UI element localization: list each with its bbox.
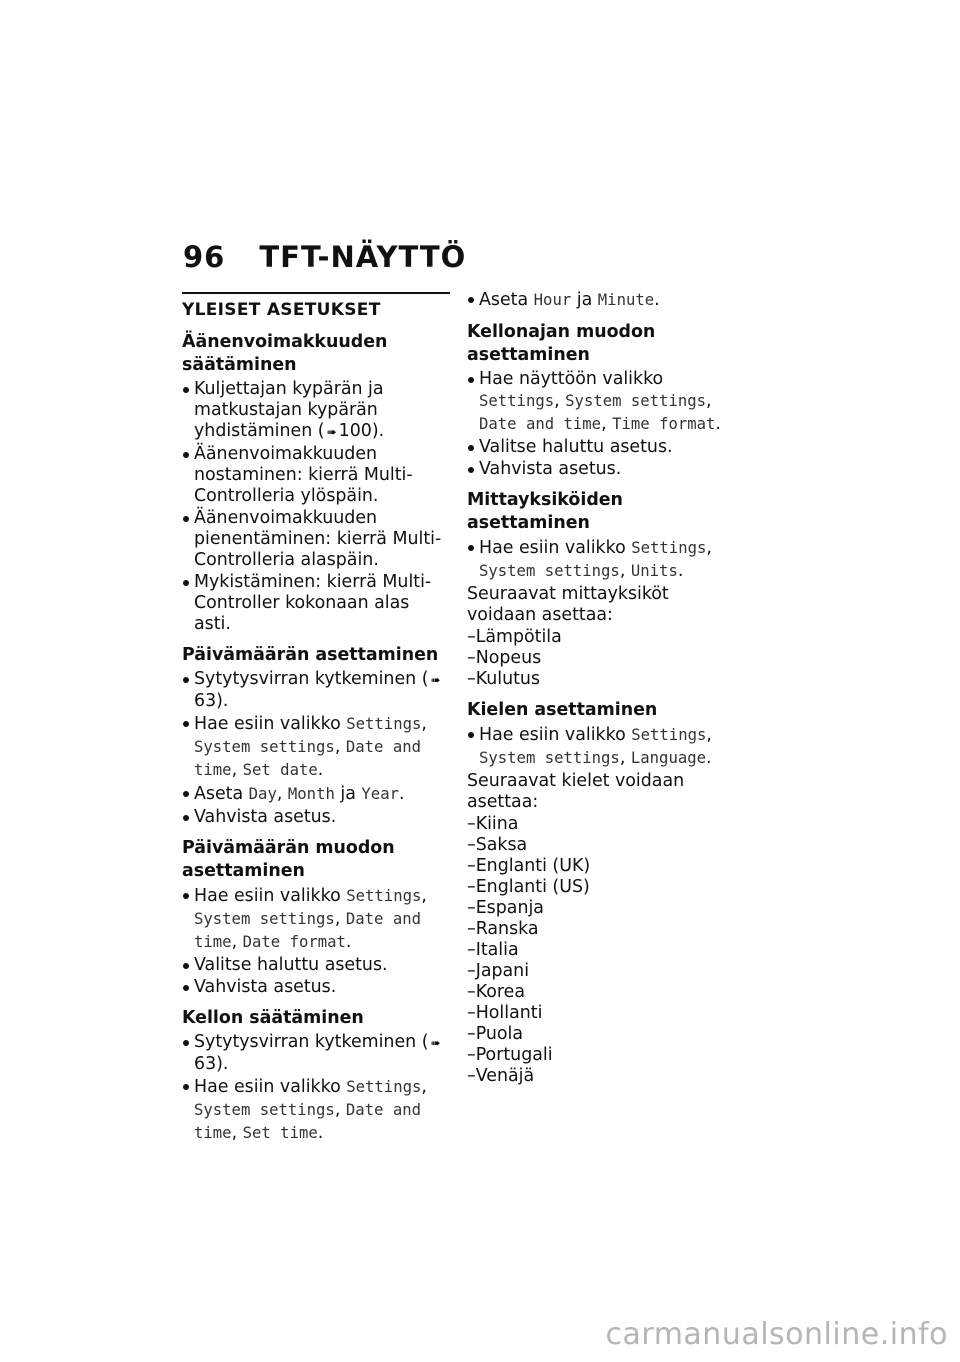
volume-step-3: Äänenvoimakkuuden pienentäminen: kierrä Multi-Controlleria alaspäin. bbox=[182, 508, 450, 571]
clock-step-2: Hae esiin valikko Settings, System settings, Date and time, Set time. bbox=[182, 1076, 450, 1145]
watermark: carmanualsonline.info bbox=[605, 1317, 948, 1352]
units-item: –Nopeus bbox=[467, 648, 542, 668]
clock-step-1: Sytytysvirran kytkeminen ( ➠63). bbox=[182, 1032, 450, 1075]
language-intro: Seuraavat kielet voidaan asettaa: bbox=[467, 771, 685, 812]
volume-step-4: Mykistäminen: kierrä Multi-Controller kokonaan alas asti. bbox=[182, 572, 450, 635]
language-item: –Korea bbox=[467, 982, 525, 1002]
page-number: 96 bbox=[183, 240, 226, 274]
language-item: –Portugali bbox=[467, 1045, 553, 1065]
units-step-1: Hae esiin valikko Settings, System settings, Units. bbox=[467, 537, 729, 583]
language-item: –Japani bbox=[467, 961, 530, 981]
date-step-1: Sytytysvirran kytkeminen ( ➠63). bbox=[182, 669, 450, 712]
section-title: YLEISET ASETUKSET bbox=[182, 292, 450, 321]
clock-heading: Kellon säätäminen bbox=[182, 1008, 364, 1028]
date-format-heading: Päivämäärän muodon asettaminen bbox=[182, 838, 395, 881]
language-item: –Ranska bbox=[467, 919, 539, 939]
volume-step-1: Kuljettajan kypärän ja matkustajan kypärän yhdistäminen ( ➠ 100). bbox=[182, 379, 450, 443]
date-step-2: Hae esiin valikko Settings, System settings, Date and time, Set date. bbox=[182, 713, 450, 782]
language-item: –Englanti (UK) bbox=[467, 856, 591, 876]
page-ref-arrow-icon: ➠ bbox=[430, 1036, 441, 1050]
date-format-step-1: Hae esiin valikko Settings, System settings, Date and time, Date format. bbox=[182, 885, 450, 954]
language-item: –Puola bbox=[467, 1024, 524, 1044]
date-format-step-3: Vahvista asetus. bbox=[182, 977, 450, 998]
units-intro: Seuraavat mittayksiköt voidaan asettaa: bbox=[467, 584, 669, 625]
language-item: –Italia bbox=[467, 940, 519, 960]
date-step-4: Vahvista asetus. bbox=[182, 807, 450, 828]
time-format-heading: Kellonajan muodon asettaminen bbox=[467, 322, 656, 365]
chapter-title: TFT-NÄYTTÖ bbox=[259, 240, 467, 274]
time-format-step-1: Hae näyttöön valikko Settings, System settings, Date and time, Time format. bbox=[467, 369, 729, 436]
right-column bbox=[467, 288, 729, 1087]
language-item: –Saksa bbox=[467, 835, 528, 855]
time-format-step-3: Vahvista asetus. bbox=[467, 459, 729, 480]
volume-step-2: Äänenvoimakkuuden nostaminen: kierrä Multi-Controlleria ylöspäin. bbox=[182, 444, 450, 507]
units-item: –Kulutus bbox=[467, 669, 541, 689]
date-format-step-2: Valitse haluttu asetus. bbox=[182, 955, 450, 976]
clock-step-3: Aseta Hour ja Minute. bbox=[467, 289, 729, 312]
language-item: –Kiina bbox=[467, 814, 519, 834]
language-step-1: Hae esiin valikko Settings, System settings, Language. bbox=[467, 724, 729, 770]
page-ref-arrow-icon: ➠ bbox=[430, 673, 441, 687]
language-item: –Hollanti bbox=[467, 1003, 543, 1023]
date-heading: Päivämäärän asettaminen bbox=[182, 645, 439, 665]
language-item: –Espanja bbox=[467, 898, 544, 918]
time-format-step-2: Valitse haluttu asetus. bbox=[467, 437, 729, 458]
volume-heading: Äänenvoimakkuuden säätäminen bbox=[182, 332, 388, 375]
date-step-3: Aseta Day, Month ja Year. bbox=[182, 783, 450, 806]
language-item: –Venäjä bbox=[467, 1066, 535, 1086]
units-item: –Lämpötila bbox=[467, 627, 562, 647]
language-item: –Englanti (US) bbox=[467, 877, 590, 897]
page-ref-arrow-icon: ➠ bbox=[326, 425, 337, 439]
page-header bbox=[183, 240, 466, 274]
language-heading: Kielen asettaminen bbox=[467, 700, 658, 720]
units-heading: Mittayksiköiden asettaminen bbox=[467, 490, 623, 533]
left-column bbox=[182, 292, 450, 1146]
